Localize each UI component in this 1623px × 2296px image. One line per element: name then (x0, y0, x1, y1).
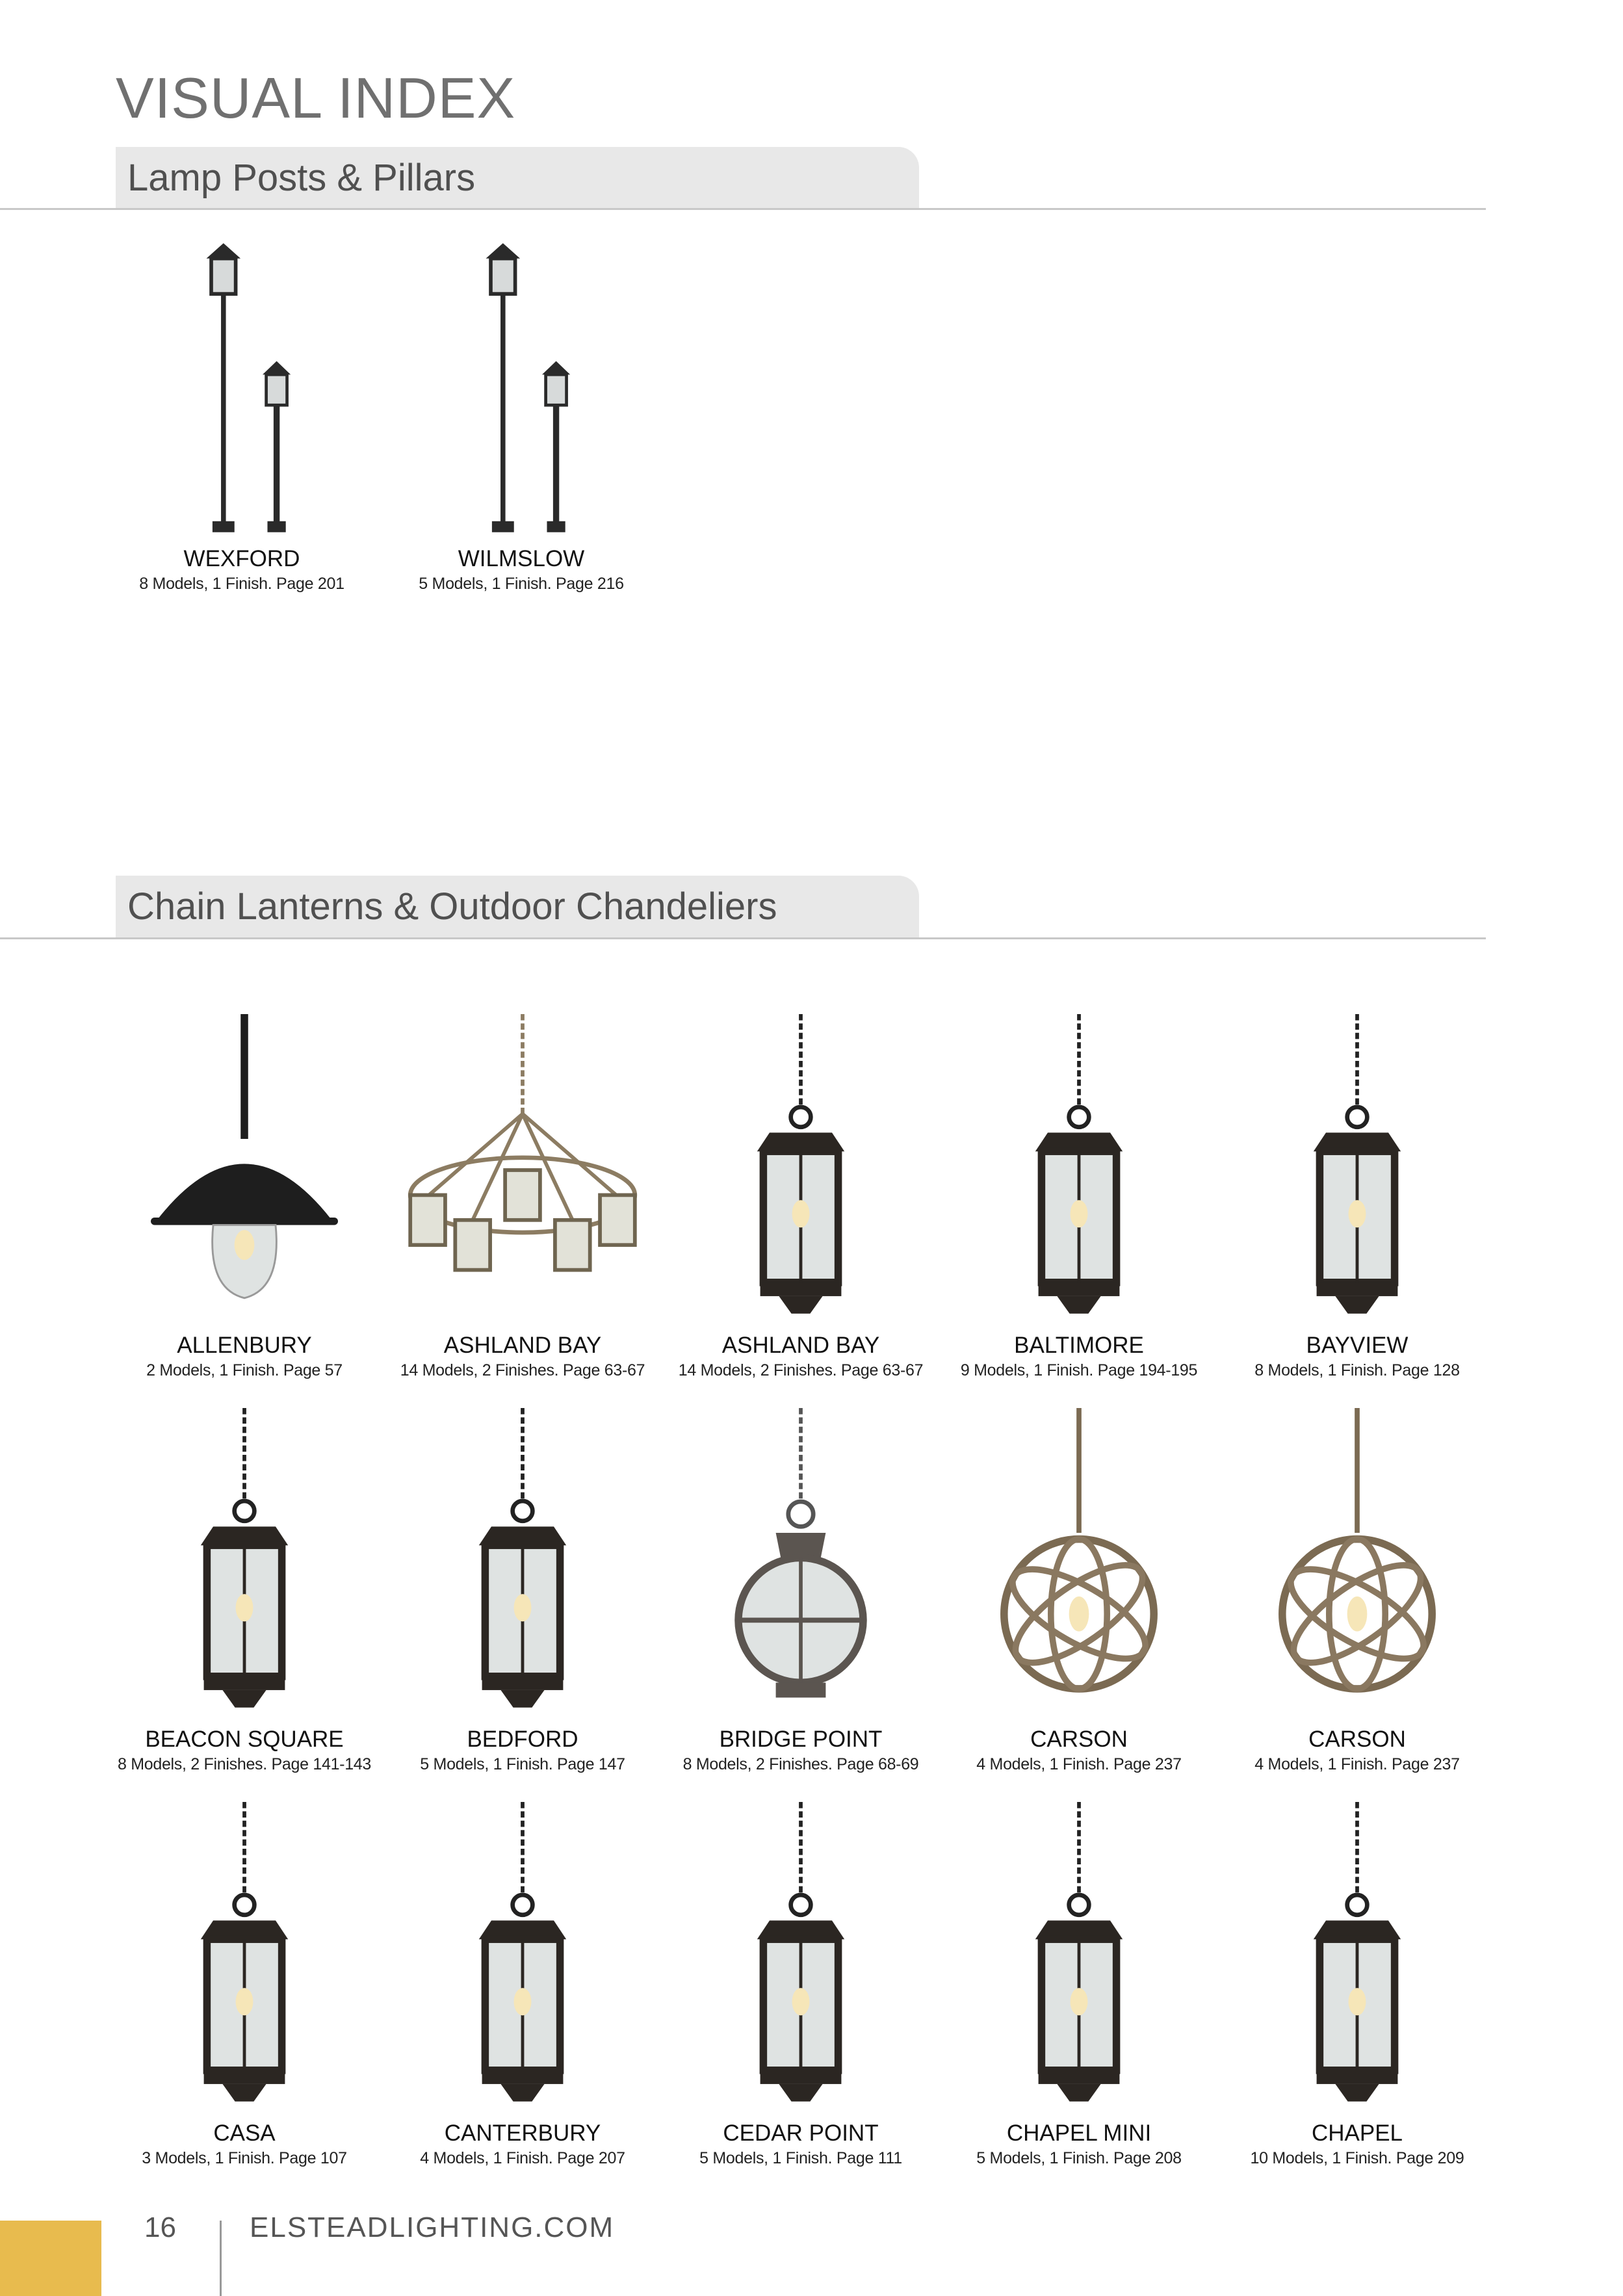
chain-lantern-icon (664, 1014, 937, 1326)
product-detail: 5 Models, 1 Finish. Page 111 (699, 2149, 902, 2167)
product-name: BEACON SQUARE (145, 1727, 344, 1752)
product-card-cedar-point[interactable] (664, 1802, 937, 2169)
product-detail: 8 Models, 1 Finish. Page 201 (139, 575, 344, 593)
product-name: BEDFORD (467, 1727, 578, 1752)
product-card-wilmslow[interactable] (385, 234, 658, 594)
product-detail: 14 Models, 2 Finishes. Page 63-67 (400, 1361, 645, 1379)
product-card-ashland-bay-lantern[interactable] (664, 1014, 937, 1381)
product-card-chapel-mini[interactable] (942, 1802, 1215, 2169)
product-name: BALTIMORE (1014, 1333, 1144, 1358)
product-card-carson-1[interactable] (942, 1408, 1215, 1775)
section-divider (0, 937, 1486, 939)
product-detail: 9 Models, 1 Finish. Page 194-195 (960, 1361, 1198, 1379)
website-link[interactable]: ELSTEADLIGHTING.COM (250, 2211, 615, 2243)
product-name: ALLENBURY (177, 1333, 312, 1358)
product-detail: 8 Models, 2 Finishes. Page 141-143 (117, 1755, 372, 1773)
product-name: BRIDGE POINT (719, 1727, 883, 1752)
product-card-wexford[interactable] (105, 234, 378, 594)
lamp-post-icon (385, 234, 658, 540)
chain-lantern-icon (1221, 1014, 1494, 1326)
product-detail: 4 Models, 1 Finish. Page 237 (976, 1755, 1182, 1773)
product-name: BAYVIEW (1306, 1333, 1409, 1358)
product-name: CANTERBURY (444, 2120, 601, 2146)
product-card-bedford[interactable] (386, 1408, 659, 1775)
orb-pendant-icon (942, 1408, 1215, 1720)
product-name: ASHLAND BAY (443, 1333, 602, 1358)
product-detail: 5 Models, 1 Finish. Page 216 (419, 575, 624, 593)
product-detail: 4 Models, 1 Finish. Page 207 (420, 2149, 625, 2167)
chain-lantern-icon (108, 1408, 381, 1720)
product-name: CASA (213, 2120, 276, 2146)
product-card-beacon-square[interactable] (108, 1408, 381, 1775)
product-card-carson-2[interactable] (1221, 1408, 1494, 1775)
orb-pendant-icon (1221, 1408, 1494, 1720)
product-detail: 8 Models, 2 Finishes. Page 68-69 (682, 1755, 919, 1773)
product-card-canterbury[interactable] (386, 1802, 659, 2169)
product-name: CARSON (1308, 1727, 1406, 1752)
product-card-baltimore[interactable] (942, 1014, 1215, 1381)
product-detail: 5 Models, 1 Finish. Page 208 (976, 2149, 1182, 2167)
product-card-casa[interactable] (108, 1802, 381, 2169)
chain-lantern-icon (664, 1802, 937, 2114)
section-heading-lamp-posts: Lamp Posts & Pillars (116, 147, 919, 209)
product-card-bayview[interactable] (1221, 1014, 1494, 1381)
product-name: WILMSLOW (458, 546, 585, 571)
product-card-ashland-bay-chandelier[interactable] (386, 1014, 659, 1381)
page-number: 16 (144, 2211, 176, 2243)
chain-lantern-icon (942, 1014, 1215, 1326)
product-detail: 4 Models, 1 Finish. Page 237 (1254, 1755, 1460, 1773)
product-detail: 2 Models, 1 Finish. Page 57 (146, 1361, 343, 1379)
product-name: CHAPEL MINI (1006, 2120, 1152, 2146)
product-card-chapel[interactable] (1221, 1802, 1494, 2169)
product-detail: 3 Models, 1 Finish. Page 107 (142, 2149, 347, 2167)
product-name: CHAPEL (1311, 2120, 1403, 2146)
product-detail: 5 Models, 1 Finish. Page 147 (420, 1755, 625, 1773)
product-name: WEXFORD (183, 546, 300, 571)
product-name: CARSON (1030, 1727, 1128, 1752)
product-detail: 10 Models, 1 Finish. Page 209 (1250, 2149, 1464, 2167)
footer-accent-block (0, 2221, 101, 2296)
pendant-shade-icon (108, 1014, 381, 1326)
product-name: ASHLAND BAY (721, 1333, 880, 1358)
chain-lantern-icon (386, 1408, 659, 1720)
footer-divider (220, 2221, 222, 2296)
globe-lantern-icon (664, 1408, 937, 1720)
chandelier-icon (386, 1014, 659, 1326)
product-detail: 8 Models, 1 Finish. Page 128 (1254, 1361, 1460, 1379)
chain-lantern-icon (386, 1802, 659, 2114)
lamp-post-icon (105, 234, 378, 540)
chain-lantern-icon (108, 1802, 381, 2114)
product-name: CEDAR POINT (723, 2120, 879, 2146)
product-detail: 14 Models, 2 Finishes. Page 63-67 (678, 1361, 924, 1379)
page-title: VISUAL INDEX (116, 66, 516, 130)
chain-lantern-icon (942, 1802, 1215, 2114)
product-card-bridge-point[interactable] (664, 1408, 937, 1775)
product-card-allenbury[interactable] (108, 1014, 381, 1381)
section-heading-chain-lanterns: Chain Lanterns & Outdoor Chandeliers (116, 876, 919, 938)
chain-lantern-icon (1221, 1802, 1494, 2114)
section-divider (0, 208, 1486, 210)
